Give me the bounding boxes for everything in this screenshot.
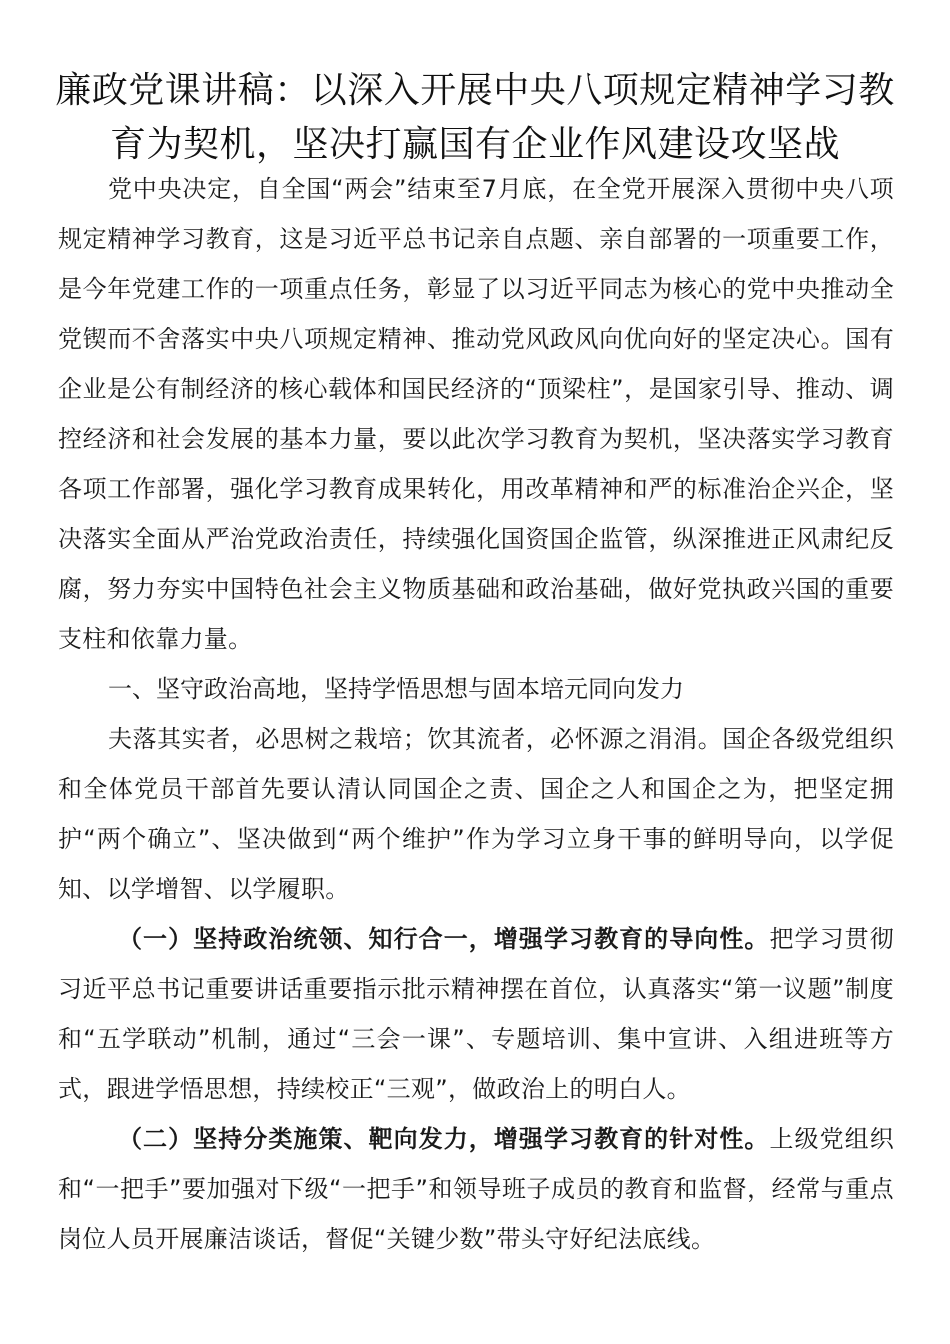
document-title: 廉政党课讲稿：以深入开展中央八项规定精神学习教育为契机，坚决打赢国有企业作风建设攻坚战 bbox=[55, 70, 895, 165]
subsection-1-lead: （一）坚持政治统领、知行合一，增强学习教育的导向性。 bbox=[118, 925, 770, 953]
subsection-2-paragraph bbox=[58, 1114, 894, 1264]
document-body bbox=[58, 164, 894, 1264]
subsection-2-body: 上级党组织和“一把手”要加强对下级“一把手”和领导班子成员的教育和监督，经常与重点岗位人员开展廉洁谈话，督促“关键少数”带头守好纪法底线。 bbox=[58, 1125, 894, 1253]
section-1-paragraph: 夫落其实者，必思树之栽培；饮其流者，必怀源之涓涓。国企各级党组织和全体党员干部首先要认清认同国企之责、国企之人和国企之为，把坚定拥护“两个确立”、坚决做到“两个维护”作为学习立身干事的鲜明导向，以学促知、以学增智、以学履职。 bbox=[58, 725, 894, 903]
intro-paragraph: 党中央决定，自全国“两会”结束至7月底，在全党开展深入贯彻中央八项规定精神学习教育，这是习近平总书记亲自点题、亲自部署的一项重要工作，是今年党建工作的一项重点任务，彰显了以习近平同志为核心的党中央推动全党锲而不舍落实中央八项规定精神、推动党风政风向优向好的坚定决心。国有企业是公有制经济的核心载体和国民经济的“顶梁柱”，是国家引导、推动、调控经济和社会发展的基本力量，要以此次学习教育为契机，坚决落实学习教育各项工作部署，强化学习教育成果转化，用改革精神和严的标准治企兴企，坚决落实全面从严治党政治责任，持续强化国资国企监管，纵深推进正风肃纪反腐，努力夯实中国特色社会主义物质基础和政治基础，做好党执政兴国的重要支柱和依靠力量。 bbox=[58, 175, 894, 653]
subsection-1-paragraph bbox=[58, 914, 894, 1114]
subsection-1-body: 把学习贯彻习近平总书记重要讲话重要指示批示精神摆在首位，认真落实“第一议题”制度和“五学联动”机制，通过“三会一课”、专题培训、集中宣讲、入组进班等方式，跟进学悟思想，持续校正“三观”，做政治上的明白人。 bbox=[58, 925, 894, 1103]
subsection-2-lead: （二）坚持分类施策、靶向发力，增强学习教育的针对性。 bbox=[118, 1125, 770, 1153]
section-1-heading: 一、坚守政治高地，坚持学悟思想与固本培元同向发力 bbox=[108, 675, 684, 703]
